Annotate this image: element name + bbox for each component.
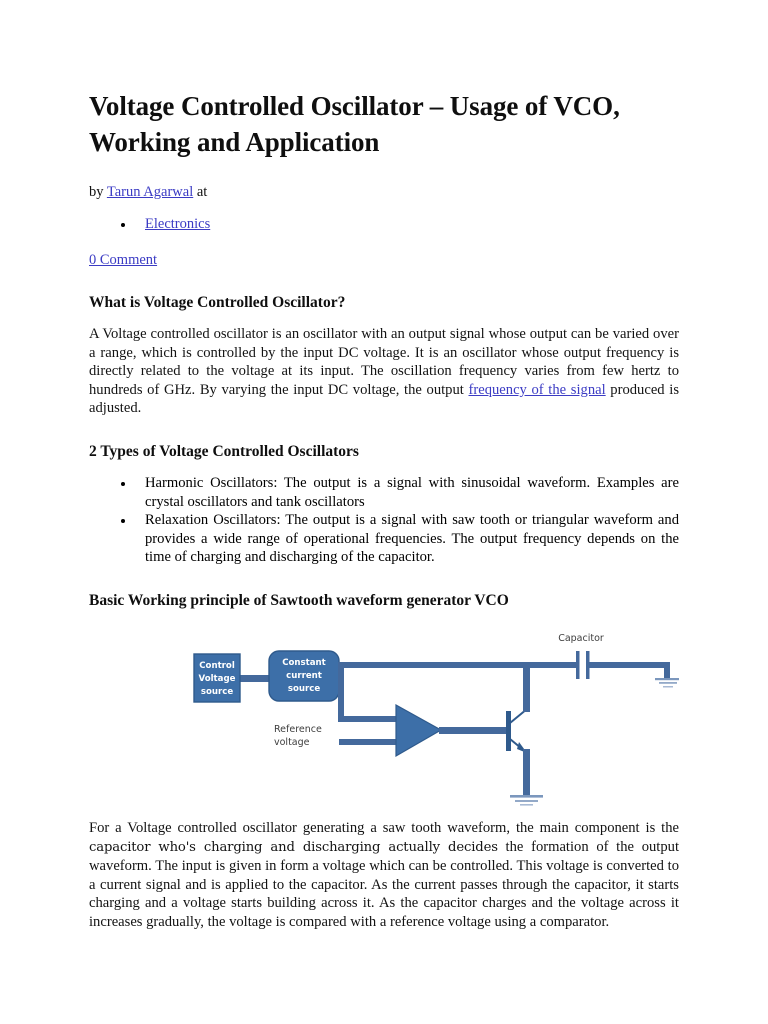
paragraph-text-part1: A Voltage controlled oscillator is an oscillator with an output signal whose output can be varied over a range, which is controlled by the input DC voltage. It is an oscillator whose output frequency is directly related to the voltage at its input. The oscillation frequency varies from few hertz to hundreds of GHz. By varying the input DC voltage, the output <box>89 326 679 398</box>
wire-emitter-to-ground <box>523 749 530 797</box>
section-heading-types: 2 Types of Voltage Controlled Oscillators <box>89 442 359 460</box>
control-voltage-source-label-line3: source <box>200 686 234 697</box>
capacitor-label: Capacitor <box>558 632 604 644</box>
wire-collector-to-rail <box>523 662 530 712</box>
paragraph-what-is-vco <box>89 325 679 418</box>
constant-current-source-label-line3: source <box>287 683 321 694</box>
transistor-base-bar <box>506 711 511 751</box>
byline-suffix: at <box>196 184 208 200</box>
wire-reference-voltage <box>339 739 397 745</box>
ground-symbol-bottom-bar2 <box>515 800 538 802</box>
ground-symbol-right-bar2 <box>659 682 677 684</box>
document-content <box>89 88 679 932</box>
category-list <box>89 215 679 233</box>
wire-top-rail <box>338 662 578 668</box>
page-title: Voltage Controlled Oscillator – Usage of VCO, Working and Application <box>89 91 620 157</box>
wire-comparator-output <box>439 727 507 734</box>
section-heading-what-is-vco: What is Voltage Controlled Oscillator? <box>89 294 346 311</box>
reference-voltage-label-line2: voltage <box>274 736 310 748</box>
constant-current-source-label-line1: Constant <box>282 657 326 668</box>
list-item: • Relaxation Oscillators: The output is a signal with saw tooth or triangular waveform and provides a wide range of operational frequencies. The output frequency depends on the time of charging and discharging of the capacitor. <box>135 511 679 567</box>
reference-voltage-label-line1: Reference <box>274 723 322 735</box>
capacitor-plate-left <box>576 651 580 679</box>
ground-symbol-right-bar1 <box>655 678 679 680</box>
ground-symbol-bottom-bar3 <box>520 804 533 806</box>
author-link[interactable]: Tarun Agarwal <box>106 184 194 200</box>
byline-prefix: by <box>89 184 104 200</box>
sawtooth-vco-diagram <box>89 629 679 807</box>
paragraph-line1: For a Voltage controlled oscillator generating a saw tooth waveform, the main component is the <box>89 819 679 836</box>
paragraph-line2-alt-font: capacitor who's charging and discharging actually decides <box>89 839 498 855</box>
control-voltage-source-label-line1: Control <box>199 660 235 671</box>
wire-branch-to-comparator <box>338 662 344 722</box>
list-item: • Harmonic Oscillators: The output is a signal with sinusoidal waveform. Examples are crystal oscillators and tank oscillators <box>135 474 679 511</box>
category-link-electronics[interactable]: Electronics <box>145 216 211 232</box>
frequency-of-signal-link[interactable]: frequency of the signal <box>468 381 606 398</box>
ground-symbol-bottom-bar1 <box>510 795 543 798</box>
wire-right-down <box>664 662 670 679</box>
constant-current-source-label-line2: current <box>286 670 322 681</box>
comment-line <box>89 251 679 269</box>
comparator-triangle <box>396 705 441 756</box>
control-voltage-source-label-line2: Voltage <box>198 673 236 684</box>
paragraph-line3: the formation of the output waveform. The input is given in form a voltage which can be controlled. This voltage is converted to a current signal and is applied to the capacitor. As the current passes through the capacitor, it starts charging and a voltage starts building across it. As the capacitor charges and the voltage across it increases gradually, the voltage is compared with a reference voltage using a comparator. <box>89 838 679 930</box>
section-heading-basic-working-principle: Basic Working principle of Sawtooth waveform generator VCO <box>89 591 509 609</box>
types-bullet-list <box>89 474 679 567</box>
paragraph-basic-working-principle <box>89 819 679 932</box>
paragraph-text-part2: produced is adjusted. <box>89 381 679 417</box>
comment-count-link[interactable]: 0 Comment <box>89 252 158 268</box>
byline <box>89 183 679 201</box>
wire-capacitor-to-right-ground <box>588 662 670 668</box>
wire-comparator-input-plus <box>338 716 396 722</box>
list-item <box>135 215 679 233</box>
ground-symbol-right-bar3 <box>663 686 673 688</box>
